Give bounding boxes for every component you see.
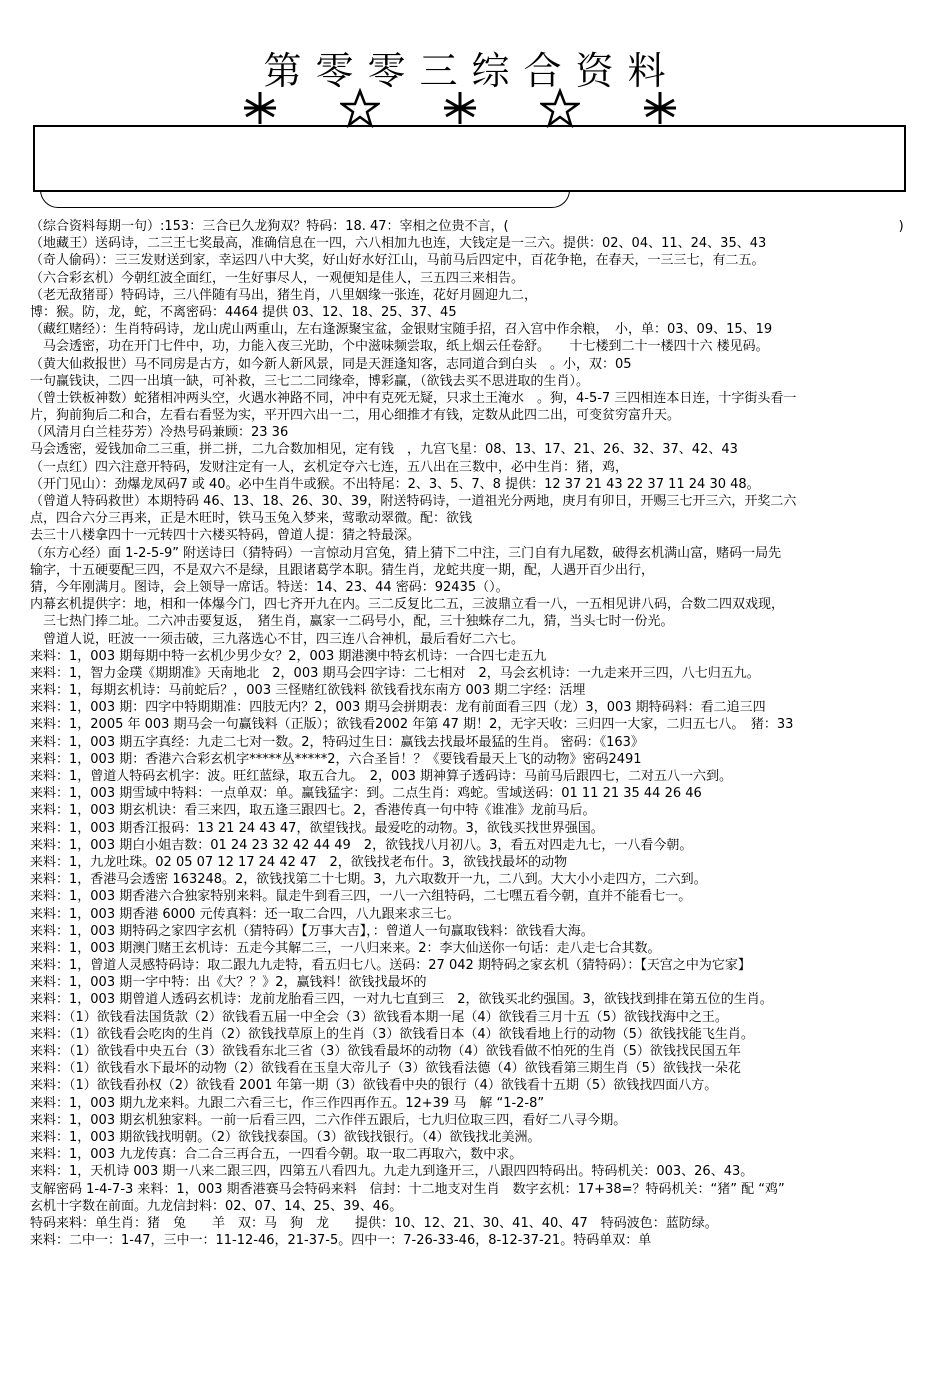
text-line: （综合资料每期一句）:153：三合已久龙狗双？特码：18. 47：宰相之位贵不言，( ) xyxy=(30,219,904,234)
text-line: 马会透密，爱钱加命二三重，拼二拼，二九合数加相见，定有钱 ，九宫飞星：08、13、17、21、26、32、37、42、43 xyxy=(30,442,738,458)
text-line: 来料：二中一：1-47，三中一：11-12-46，21-37-5。四中一：7-26-33-46，8-12-37-21。特码单双：单 xyxy=(30,1233,652,1249)
text-line: 来料：1，003 期曾道人透码玄机诗：龙前龙胎看三四，一对九七直到三 2，欲钱买北约强国。3，欲钱找到排在第五位的生肖。 xyxy=(30,992,773,1008)
text-line: 来料：1，003 期玄机诀：看三来四，取五逢三跟四七。2，香港传真一句中特《谁准》龙前马后。 xyxy=(30,803,596,819)
text-line: 来料：1，003 期特码之家四字玄机（猜特码）【万事大吉】，：曾道人一句赢取钱料：欲钱看大海。 xyxy=(30,923,594,939)
text-line: 来料：（1）欲钱看会吃肉的生肖（2）欲钱找草原上的生肖（3）欲钱看日本（4）欲钱看地上行的动物（5）欲钱找能飞生肖。 xyxy=(30,1026,754,1042)
asterisk-icon xyxy=(440,88,480,128)
text-line: 来料：1，每期玄机诗：马前蛇后？，003 三怪赌红欲钱料 欲钱看找东南方 003 期二字经：活埋 xyxy=(30,683,586,699)
text-line: 来料：1，2005 年 003 期马会一句赢钱料（正版）；欲钱看2002 年第 47 期！2，无字天收：三归四一大家，二归五七八。 猪：33 xyxy=(30,717,794,733)
body-text xyxy=(30,218,920,1249)
text-line: 来料：1，天机诗 003 期一八来二跟三四，四第五八看四九。九走九到逢开三，八跟四四特码出。特码机关：003、26、43。 xyxy=(30,1164,754,1180)
text-line: 来料：（1）欲钱看法国货款（2）欲钱看五届一中全会（3）欲钱看本期一尾（4）欲钱看三月十五（5）欲钱找海中之王。 xyxy=(30,1009,728,1025)
text-line: 来料：（1）欲钱看水下最坏的动物（2）欲钱看在玉皇大帝儿子（3）欲钱看法德（4）欲钱看第三期生肖（5）欲钱找一朵花 xyxy=(30,1061,741,1077)
text-line: 来料：1，003 期雪域中特料：一点单双：单。赢钱猛字：到。二点生肖：鸡蛇。雪域送码：01 11 21 35 44 26 46 xyxy=(30,786,702,802)
text-line: 去三十八楼拿四十一元转四十六楼买特码，曾道人提：猜之特最深。 xyxy=(30,528,421,544)
text-line: 来料：1，003 期香港 6000 元传真料：还一取二合四，八九跟来求三七。 xyxy=(30,906,460,922)
text-line: （一点红）四六注意开特码，发财注定有一人，玄机定夺六七连，五八出在三数中，必中生肖：猪，鸡， xyxy=(30,459,629,475)
text-line: 来料：1，003 期每期中特一玄机少男少女？2，003 期港澳中特玄机诗：一合四七走五九 xyxy=(30,648,547,664)
text-line: 三七热门捧二址。二六冲击要复返， 猪生肖，赢家一二码号小，配，三十独蛛存二九，猜，当头七时一份光。 xyxy=(30,614,674,630)
text-line: 内幕玄机提供字：地，相和一体爆今门，四七齐开九在内。三二反复比二五，三波鼎立看一八，一五相见讲八码，合数二四双戏现， xyxy=(30,597,785,613)
text-line: 曾道人说，旺波一一须击破，三九落选心不甘，四三连八合神机，最后看好二六七。 xyxy=(30,631,525,647)
text-line: 来料：1，003 期一字中特：出《大？？》2，赢钱料！欲钱找最坏的 xyxy=(30,975,427,991)
star-icon xyxy=(540,88,580,128)
text-line: 来料：1，曾道人灵感特码诗：取二跟九九走特，看五归七八。送码：27 042 期特码之家玄机（猜特码）：【天宫之中为它家】 xyxy=(30,958,751,974)
asterisk-icon xyxy=(240,88,280,128)
page-title: 第零零三综合资料 xyxy=(263,49,680,93)
text-line: （开门见山）：劲爆龙凤码7 或 40。必中生肖牛或猴。不出特尾：2、3、5、7、8 提供：12 37 21 43 22 37 11 24 30 48。 xyxy=(30,476,760,492)
text-line: 来料：1，003 期玄机独家料。一前一后看三四，二六作伴五跟后，七九归位取三四，看好二八寻今期。 xyxy=(30,1112,627,1128)
stars-row xyxy=(240,88,680,128)
text-line: （地藏王）送码诗，二三王七奖最高，准确信息在一四，六八相加九也连，大钱定是一三六。提供：02、04、11、24、35、43 xyxy=(30,236,767,252)
text-line: （曾道人特码救世）本期特码 46、13、18、26、30、39，附送特码诗，一道祖光分两地，庚月有卯日，开赐三七开三六，开奖二六 xyxy=(30,494,797,509)
text-line: 玄机十字数在前面。九龙信封料：02、07、14、25、39、46。 xyxy=(30,1198,403,1214)
text-line: （六合彩玄机）今朝红波全面红，一生好事尽人，一观便知是佳人，三五四三来相告。 xyxy=(30,270,525,286)
text-line: 特码来料：单生肖：猪 兔 羊 双：马 狗 龙 提供：10、12、21、30、41、40、47 特码波色：蓝防绿。 xyxy=(30,1215,718,1231)
text-line: （风清月白兰桂芬芳）冷热号码兼顾：23 36 xyxy=(30,425,289,441)
text-line: 来料：1，003 期：四字中特期期准：四肢无内？2，003 期马会拼期表：龙有前面看三四（龙）3，003 期特码料：看二追三四 xyxy=(30,700,766,716)
text-line: 来料：1，003 期：香港六合彩玄机字*****丛*****2，六合圣旨！？《要钱看最天上飞的动物》密码2491 xyxy=(30,751,642,767)
text-line: 来料：（1）欲钱看中央五台（3）欲钱看东北三省（3）欲钱看最坏的动物（4）欲钱看做不怕死的生肖（5）欲钱找民国五年 xyxy=(30,1044,741,1059)
text-line: 输字，十五硬要配三四，不是双六不是绿，且跟诸葛学本职。猜生肖，龙蛇共度一期，配，人遇开百少出行， xyxy=(30,562,655,578)
text-line: （奇人偷码）：三三发财送到家，幸运四八中大奖，好山好水好江山，马前马后四定中，百花争艳，在春天，一三三七，有二五。 xyxy=(30,253,765,269)
text-line: 点，四合六分三再来，正是木旺时，铁马玉兔入梦来，莺歌动翠微。配：欲钱 xyxy=(30,511,473,527)
text-line: 来料：1，003 期欲钱找明朝。（2）欲钱找泰国。（3）欲钱找银行。（4）欲钱找北美洲。 xyxy=(30,1129,541,1145)
text-line: （东方心经）面 1-2-5-9” 附送诗曰（猜特码）一言惊动月宫兔，猜上猜下二中注，三门自有九尾数，破得玄机满山富，赌码一局先 xyxy=(30,545,782,561)
text-line: 片，狗前狗后二和合，左看右看竖为实，平开四六出一二，用心细推才有钱，定数从此四二出，可变贫穷富升天。 xyxy=(30,408,681,424)
text-line: 马会透密，功在开门七件中，功，力能入夜三光助，个中滋味频尝取，纸上烟云任卷舒。 十七楼到二十一楼四十六 楼见码。 xyxy=(30,339,769,355)
text-line: （黄大仙救报世）马不同房是古方，如今新人新风景，同是天涯逢知客，志同道合到白头 。小，双：05 xyxy=(30,356,632,372)
text-line: 支解密码 1-4-7-3 来料：1，003 期香港赛马会特码来料 信封：十二地支对生肖 数字玄机：17+38=？特码机关：“猪” 配 “鸡” xyxy=(30,1181,785,1197)
bracket-decoration xyxy=(40,190,570,208)
text-line: 博：猴。防，龙，蛇，不离密码：4464 提供 03、12、18、25、37、45 xyxy=(30,304,457,320)
text-line: 猜，今年刚满月。图诗，会上领导一席话。特送：14、23、44 密码：92435（）。 xyxy=(30,579,509,595)
text-line: 来料：1，003 九龙传真：合二合三再合五，一四看今朝。取一取二再取六，数中求。 xyxy=(30,1147,523,1163)
text-line: （曾士铁板神数）蛇猪相冲两头空，火遇水神路不同，冲中有克死无疑，只求土王淹水 。狗，4-5-7 三四相连本日连，十字街头看一 xyxy=(30,390,797,406)
text-line: 来料：1，003 期五字真经：九走二七对一数。2，特码过生日：赢钱去找最坏最猛的生肖。 密码：《163》 xyxy=(30,734,644,750)
text-line: 一句赢钱诀，二四一出填一缺，可补救，三七二二同缘牵，博彩赢，（欲钱去买不思进取的生肖）。 xyxy=(30,373,590,389)
star-icon xyxy=(340,88,380,128)
text-line: （藏红赌经）：生肖特码诗，龙山虎山两重山，左右逢源聚宝盆，金银财宝随手招，召入宫中作余粮， 小，单：03、09、15、19 xyxy=(30,322,773,338)
text-line: （老无敌猪哥）特码诗，三八伴随有马出，猪生肖，八里姻缘一张连，花好月圆迎九二， xyxy=(30,287,538,303)
text-line: 来料：1，曾道人特码玄机字：波。旺红蓝绿，取五合九。 2，003 期神算子透码诗：马前马后跟四七，二对五八一六到。 xyxy=(30,769,732,784)
text-line: 来料：（1）欲钱看孙权（2）欲钱看 2001 年第一期（3）欲钱看中央的银行（4）欲钱看十五期（5）欲钱找四面八方。 xyxy=(30,1078,718,1094)
text-line: 来料：1，智力金璞《期期准》天南地北 2，003 期马会四字诗：二七相对 2，马会玄机诗：一九走来开三四，八七归五九。 xyxy=(30,665,760,681)
text-line: 来料：1，九龙吐珠。02 05 07 12 17 24 42 47 2，欲钱找老布什。3，欲钱找最坏的动物 xyxy=(30,854,568,870)
text-line: 来料：1，003 期香港六合独家特别来料。鼠走牛到看三四，一八一六组特码，二七嘿五看今朝，直并不能看七一。 xyxy=(30,889,692,905)
empty-banner-box xyxy=(33,125,906,192)
text-line: 来料：1，003 期澳门赌王玄机诗：五走今其解二三，一八归来来。2：李大仙送你一句话：走八走七合其数。 xyxy=(30,940,661,956)
asterisk-icon xyxy=(640,88,680,128)
text-line: 来料：1，香港马会透密 163248。2，欲钱找第二十七期。3，九六取数开一九，二八到。大大小小走四方，二六到。 xyxy=(30,872,707,888)
text-line: 来料：1，003 期九龙来料。九跟二六看三七，作三作四再作五。12+39 马 解 “1-2-8” xyxy=(30,1095,545,1111)
text-line: 来料：1，003 期白小姐吉数：01 24 23 32 42 44 49 2，欲钱找八月初八。3，看五对四走九七，一八看今朝。 xyxy=(30,837,693,853)
text-line: 来料：1，003 期香江报码：13 21 24 43 47，欲望钱找。最爱吃的动物。3，欲钱买找世界强国。 xyxy=(30,820,604,836)
